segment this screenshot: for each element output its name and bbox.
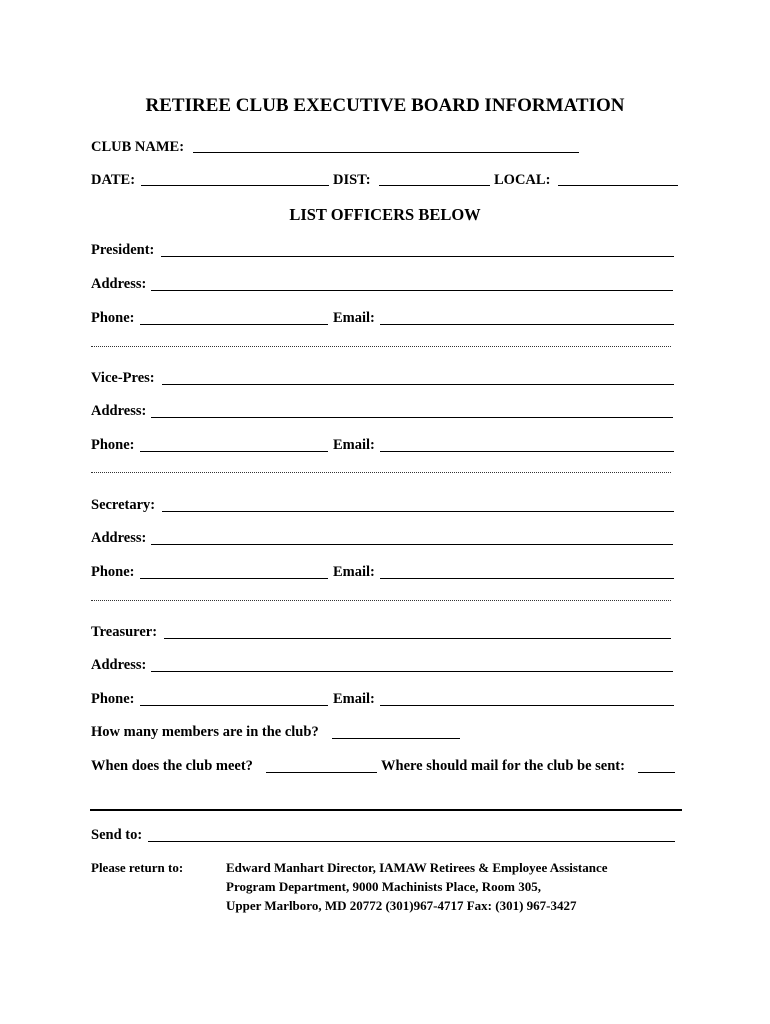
president-label: President: xyxy=(91,242,155,258)
return-address xyxy=(226,858,608,915)
president-address-label: Address: xyxy=(91,276,147,292)
return-address-line: Upper Marlboro, MD 20772 (301)967-4717 Fax: (301) 967-3427 xyxy=(226,898,577,913)
form-title: RETIREE CLUB EXECUTIVE BOARD INFORMATION xyxy=(145,95,625,116)
secretary-label: Secretary: xyxy=(91,497,156,513)
date-field[interactable] xyxy=(141,185,329,186)
club-name-label: CLUB NAME: xyxy=(91,139,185,155)
section-divider xyxy=(91,346,671,347)
treasurer-address-label: Address: xyxy=(91,657,147,673)
treasurer-email-field[interactable] xyxy=(380,705,674,706)
return-address-line: Program Department, 9000 Machinists Place, Room 305, xyxy=(226,879,541,894)
vice-pres-address-field[interactable] xyxy=(151,417,673,418)
secretary-address-field[interactable] xyxy=(151,544,673,545)
vice-pres-address-label: Address: xyxy=(91,403,147,419)
treasurer-address-field[interactable] xyxy=(151,671,673,672)
secretary-address-label: Address: xyxy=(91,530,147,546)
local-field[interactable] xyxy=(558,185,678,186)
secretary-email-field[interactable] xyxy=(380,578,674,579)
section-rule xyxy=(90,809,682,811)
members-question: How many members are in the club? xyxy=(91,724,319,740)
treasurer-field[interactable] xyxy=(164,638,671,639)
secretary-email-label: Email: xyxy=(333,564,375,580)
mail-field[interactable] xyxy=(638,772,675,773)
treasurer-phone-field[interactable] xyxy=(140,705,328,706)
return-label: Please return to: xyxy=(91,860,184,875)
president-phone-label: Phone: xyxy=(91,310,135,326)
send-to-label: Send to: xyxy=(91,827,143,843)
dist-field[interactable] xyxy=(379,185,490,186)
send-to-field[interactable] xyxy=(148,841,675,842)
treasurer-email-label: Email: xyxy=(333,691,375,707)
vice-pres-email-field[interactable] xyxy=(380,451,674,452)
vice-pres-phone-field[interactable] xyxy=(140,451,328,452)
mail-question: Where should mail for the club be sent: xyxy=(381,758,625,774)
members-count-field[interactable] xyxy=(332,738,460,739)
date-label: DATE: xyxy=(91,172,136,188)
vice-pres-email-label: Email: xyxy=(333,437,375,453)
dist-label: DIST: xyxy=(333,172,371,188)
secretary-phone-label: Phone: xyxy=(91,564,135,580)
officers-heading: LIST OFFICERS BELOW xyxy=(289,205,481,224)
club-name-field[interactable] xyxy=(193,152,579,153)
president-address-field[interactable] xyxy=(151,290,673,291)
president-phone-field[interactable] xyxy=(140,324,328,325)
section-divider xyxy=(91,600,671,601)
vice-pres-label: Vice-Pres: xyxy=(91,370,155,386)
president-field[interactable] xyxy=(161,256,674,257)
section-divider xyxy=(91,472,671,473)
president-email-field[interactable] xyxy=(380,324,674,325)
local-label: LOCAL: xyxy=(494,172,551,188)
treasurer-label: Treasurer: xyxy=(91,624,158,640)
meet-field[interactable] xyxy=(266,772,377,773)
secretary-phone-field[interactable] xyxy=(140,578,328,579)
return-address-line: Edward Manhart Director, IAMAW Retirees & Employee Assistance xyxy=(226,860,608,875)
president-email-label: Email: xyxy=(333,310,375,326)
vice-pres-field[interactable] xyxy=(162,384,674,385)
treasurer-phone-label: Phone: xyxy=(91,691,135,707)
secretary-field[interactable] xyxy=(162,511,674,512)
meet-question: When does the club meet? xyxy=(91,758,253,774)
vice-pres-phone-label: Phone: xyxy=(91,437,135,453)
